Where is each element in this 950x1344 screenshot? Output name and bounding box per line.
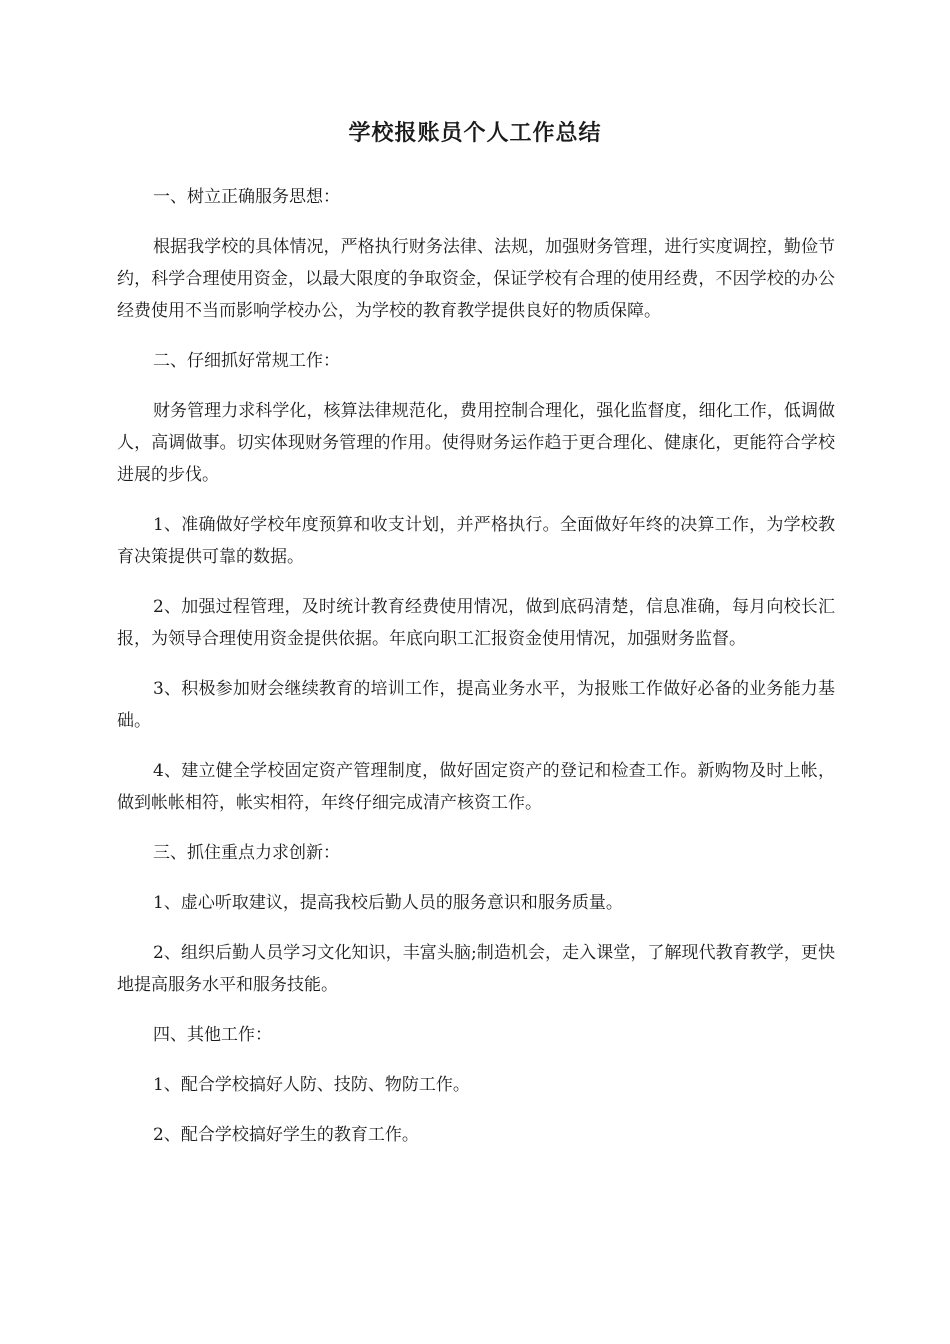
document-body — [117, 181, 835, 1169]
paragraph: 根据我学校的具体情况，严格执行财务法律、法规，加强财务管理，进行实度调控，勤俭节约，科学合理使用资金，以最大限度的争取资金，保证学校有合理的使用经费，不因学校的办公经费使用不当而影响学校办公，为学校的教育教学提供良好的物质保障。 — [117, 237, 835, 321]
document-title: 学校报账员个人工作总结 — [348, 120, 602, 146]
section-heading-4: 四、其他工作： — [153, 1025, 272, 1045]
list-item: 3、积极参加财会继续教育的培训工作，提高业务水平，为报账工作做好必备的业务能力基础。 — [117, 679, 835, 731]
list-item: 2、组织后勤人员学习文化知识，丰富头脑;制造机会，走入课堂，了解现代教育教学，更快地提高服务水平和服务技能。 — [117, 943, 835, 995]
list-item: 4、建立健全学校固定资产管理制度，做好固定资产的登记和检查工作。新购物及时上帐，做到帐帐相符，帐实相符，年终仔细完成清产核资工作。 — [117, 761, 835, 813]
list-item: 2、加强过程管理，及时统计教育经费使用情况，做到底码清楚，信息准确，每月向校长汇报，为领导合理使用资金提供依据。年底向职工汇报资金使用情况，加强财务监督。 — [117, 597, 835, 649]
list-item: 2、配合学校搞好学生的教育工作。 — [153, 1125, 419, 1145]
list-item: 1、配合学校搞好人防、技防、物防工作。 — [153, 1075, 470, 1095]
section-heading-1: 一、树立正确服务思想： — [153, 187, 340, 207]
list-item: 1、虚心听取建议，提高我校后勤人员的服务意识和服务质量。 — [153, 893, 623, 913]
section-heading-2: 二、仔细抓好常规工作： — [153, 351, 340, 371]
paragraph: 财务管理力求科学化，核算法律规范化，费用控制合理化，强化监督度，细化工作，低调做人，高调做事。切实体现财务管理的作用。使得财务运作趋于更合理化、健康化，更能符合学校进展的步伐。 — [117, 401, 835, 485]
section-heading-3: 三、抓住重点力求创新： — [153, 843, 340, 863]
list-item: 1、准确做好学校年度预算和收支计划，并严格执行。全面做好年终的决算工作，为学校教育决策提供可靠的数据。 — [117, 515, 835, 567]
